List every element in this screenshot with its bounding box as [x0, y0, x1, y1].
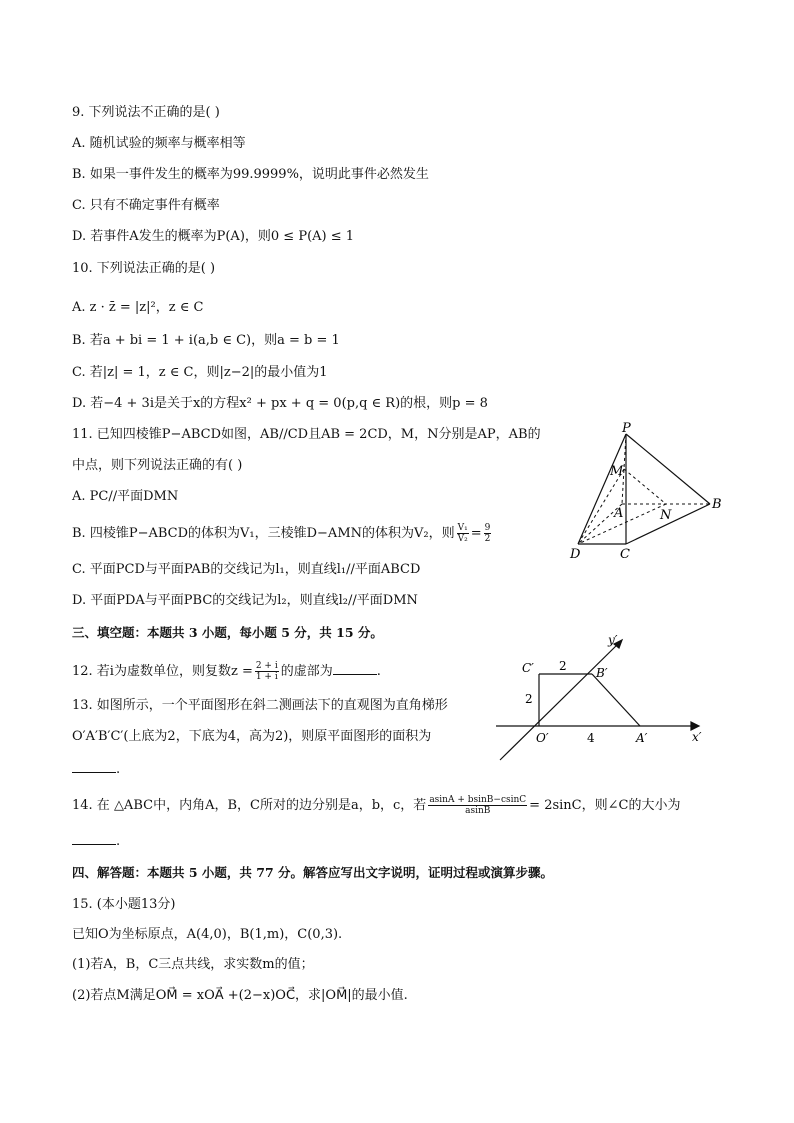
section-4-heading: 四、解答题：本题共 5 小题，共 77 分。解答应写出文字说明，证明过程或演算步骤。 — [72, 865, 554, 880]
edge-pd — [578, 434, 626, 544]
q9-option-b: B. 如果一事件发生的概率为99.9999%，说明此事件必然发生 — [72, 167, 429, 182]
q10-option-a: A. z · z̄ = |z|²，z ∈ C — [72, 300, 204, 315]
q10-option-c: C. 若|z| = 1，z ∈ C，则|z−2|的最小值为1 — [72, 365, 328, 380]
q14-answer — [72, 832, 120, 851]
volume-ratio-denominator: V₂ — [457, 534, 468, 544]
side-ba — [592, 674, 640, 726]
q15-part-1: (1)若A，B，C三点共线，求实数m的值； — [72, 957, 314, 972]
q9-option-a: A. 随机试验的频率与概率相等 — [72, 136, 246, 151]
q10-option-b: B. 若a + bi = 1 + i(a,b ∈ C)，则a = b = 1 — [72, 333, 340, 348]
q14-text-after: = 2sinC，则∠C的大小为 — [529, 798, 681, 813]
q12-answer-blank — [333, 662, 377, 675]
q11-stem-line2: 中点，则下列说法正确的有( ) — [72, 458, 243, 473]
volume-ratio-value-denominator: 2 — [484, 534, 491, 544]
q12 — [72, 661, 381, 682]
q11-option-b-text: B. 四棱锥P−ABCD的体积为V₁，三棱锥D−AMN的体积为V₂，则 — [72, 526, 455, 541]
vertex-label-a: A — [614, 506, 624, 521]
q14-denominator: asinB — [465, 806, 491, 816]
label-o-prime: O′ — [536, 731, 549, 745]
section-3-heading: 三、填空题：本题共 3 小题，每小题 5 分，共 15 分。 — [72, 625, 383, 640]
q15-title: 15. (本小题13分) — [72, 897, 176, 912]
q14-answer-blank — [72, 832, 116, 845]
q14-numerator: asinA + bsinB−csinC — [429, 795, 527, 805]
x-axis-arrow — [691, 722, 699, 730]
q13-answer-blank — [72, 760, 116, 773]
volume-ratio-value — [484, 523, 492, 544]
label-b-prime: B′ — [596, 666, 608, 680]
label-c-prime: C′ — [522, 661, 534, 675]
vertex-label-c: C — [620, 547, 630, 562]
q12-period: . — [376, 664, 381, 679]
edge-pb — [626, 434, 710, 504]
label-bottom-length: 4 — [587, 731, 595, 745]
q9-stem: 9. 下列说法不正确的是( ) — [72, 105, 220, 120]
label-a-prime: A′ — [636, 731, 648, 745]
q13-line2: O′A′B′C′(上底为2，下底为4，高为2)，则原平面图形的面积为 — [72, 729, 432, 744]
volume-ratio-fraction — [457, 523, 469, 544]
trapezoid-figure — [492, 630, 718, 765]
q11-option-a: A. PC//平面DMN — [72, 489, 179, 504]
q13-line1: 13. 如图所示，一个平面图形在斜二测画法下的直观图为直角梯形 — [72, 698, 448, 713]
y-axis-label: y′ — [608, 633, 618, 647]
q11-option-d: D. 平面PDA与平面PBC的交线记为l₂，则直线l₂//平面DMN — [72, 593, 418, 608]
volume-ratio-equals: = — [470, 526, 482, 541]
x-axis-label: x′ — [692, 730, 702, 744]
volume-ratio-value-numerator: 9 — [484, 523, 491, 533]
q11-option-b — [72, 523, 493, 544]
q14-period: . — [116, 834, 121, 849]
q10-stem: 10. 下列说法正确的是( ) — [72, 261, 216, 276]
q15-given: 已知O为坐标原点，A(4,0)，B(1,m)，C(0,3). — [72, 927, 343, 942]
q12-text-after: 的虚部为 — [280, 664, 333, 679]
q13-period: . — [116, 762, 121, 777]
segment-mn-hidden — [624, 469, 666, 504]
q9-option-c: C. 只有不确定事件有概率 — [72, 198, 220, 213]
q14-fraction — [428, 795, 527, 816]
q12-denominator: 1 + i — [255, 672, 278, 682]
q14-text: 14. 在 △ABC中，内角A，B，C所对的边分别是a，b，c，若 — [72, 798, 427, 813]
q14 — [72, 795, 680, 816]
q15-part-2: (2)若点M满足OM⃗ = xOA⃗ +(2−x)OC⃗，求|OM⃗|的最小值. — [72, 988, 408, 1003]
vertex-label-n: N — [660, 508, 672, 523]
volume-ratio-numerator: V₁ — [457, 523, 468, 533]
vertex-label-b: B — [712, 497, 722, 512]
vertex-label-m: M — [610, 464, 624, 479]
q9-option-d: D. 若事件A发生的概率为P(A)，则0 ≤ P(A) ≤ 1 — [72, 229, 355, 244]
label-side-length: 2 — [525, 692, 533, 706]
q12-fraction — [255, 661, 279, 682]
pyramid-figure — [560, 420, 740, 565]
label-top-length: 2 — [559, 659, 567, 673]
q13-answer — [72, 760, 120, 779]
vertex-label-d: D — [570, 547, 581, 562]
q12-text: 12. 若i为虚数单位，则复数z = — [72, 664, 253, 679]
q12-numerator: 2 + i — [255, 661, 278, 671]
q10-option-d: D. 若−4 + 3i是关于x的方程x² + px + q = 0(p,q ∈ R)的根，则p = 8 — [72, 396, 488, 411]
q11-option-c: C. 平面PCD与平面PAB的交线记为l₁，则直线l₁//平面ABCD — [72, 562, 421, 577]
vertex-label-p: P — [622, 421, 631, 436]
q11-stem-line1: 11. 已知四棱锥P−ABCD如图，AB//CD且AB = 2CD，M，N分别是AP，AB的 — [72, 427, 541, 442]
